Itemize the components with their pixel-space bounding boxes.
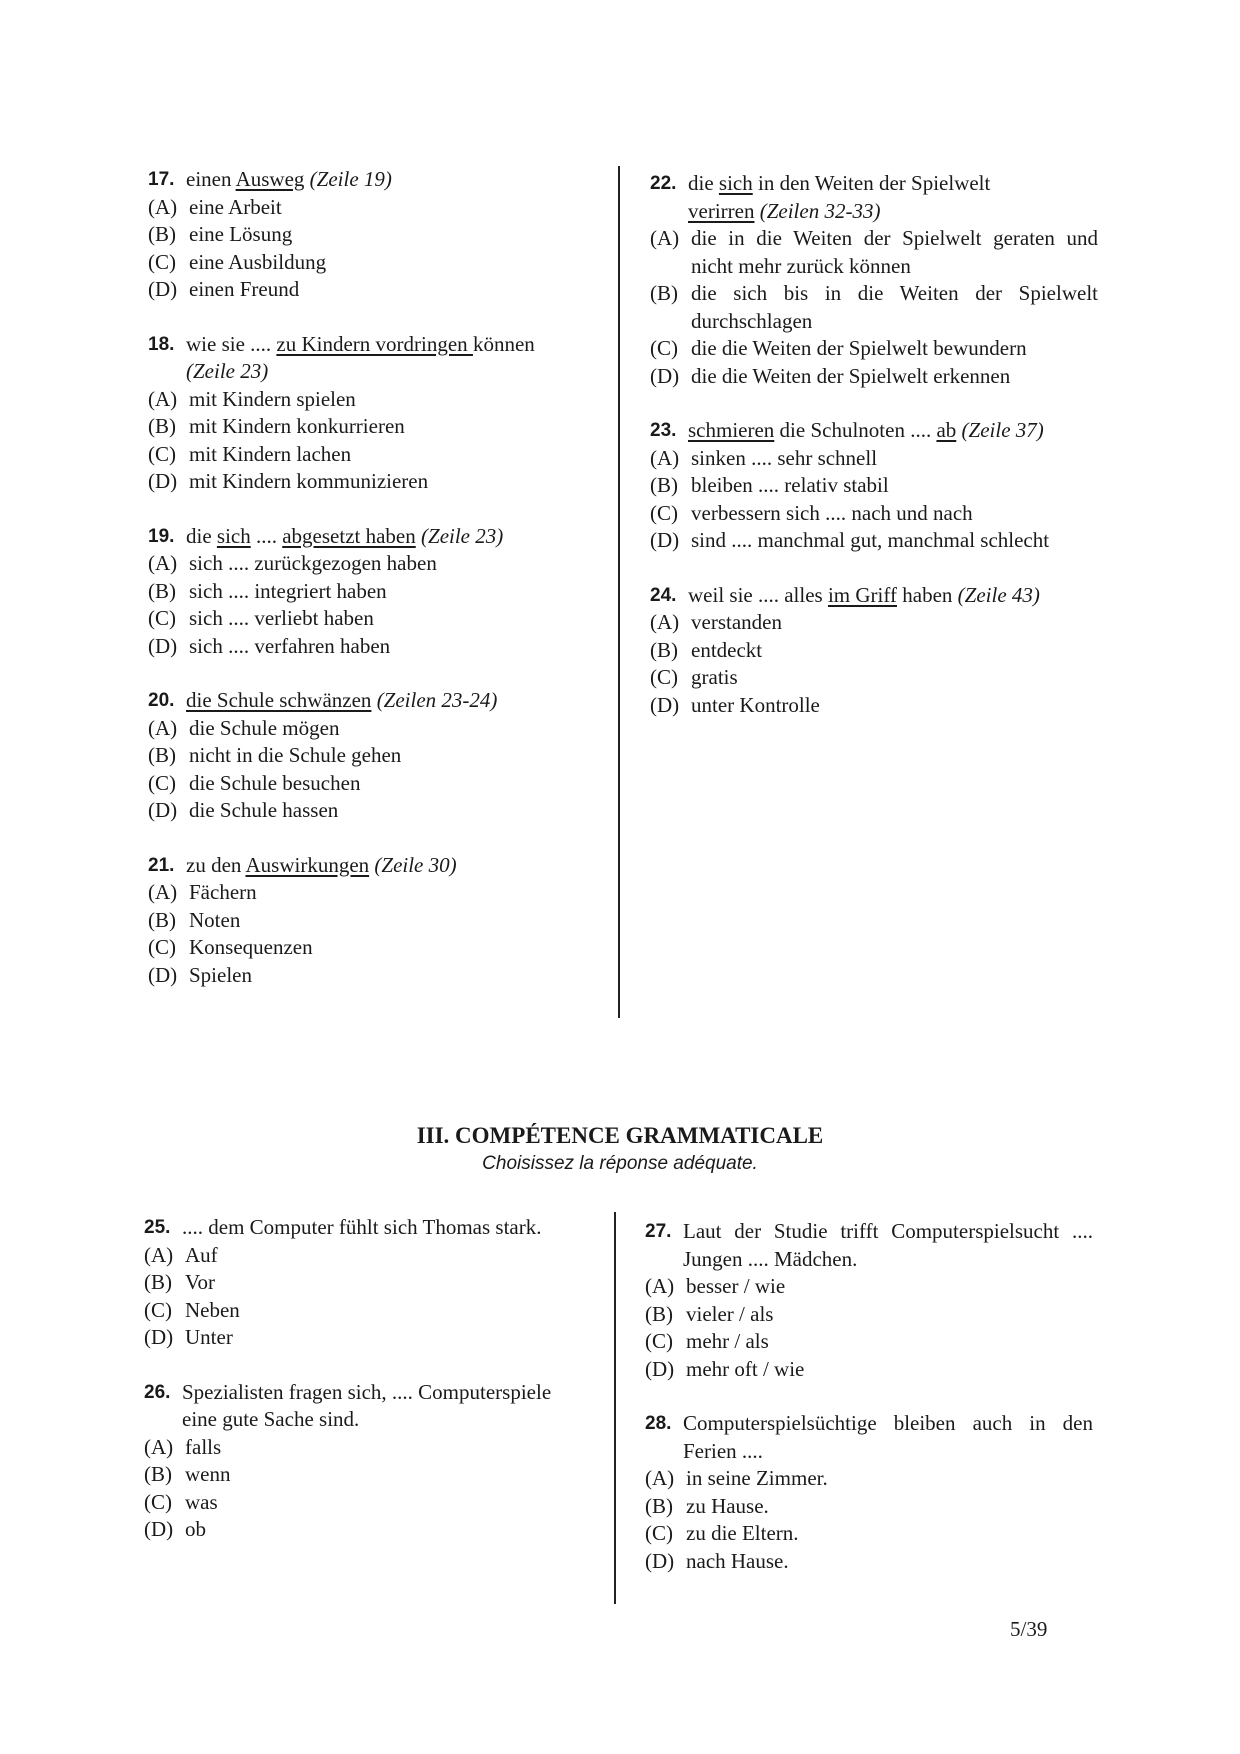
- option-c: (C) eine Ausbildung: [148, 249, 327, 274]
- option-d: (D) sich .... verfahren haben: [148, 633, 391, 658]
- option-b: (B) entdeckt: [650, 637, 763, 662]
- option-d: (D) mehr oft / wie: [645, 1356, 805, 1381]
- option-b: (B) vieler / als: [645, 1301, 774, 1326]
- question-number: 27.: [645, 1221, 672, 1242]
- option-c: (C) die Schule besuchen: [148, 770, 361, 795]
- page-number: 5/39: [1010, 1617, 1048, 1641]
- option-d: (D) ob: [144, 1517, 206, 1541]
- underlined-term: verirren: [688, 198, 755, 223]
- question-17: 17. einen Ausweg (Zeile 19) (A) eine Arbeit (B) eine Lösung (C) eine Ausbildung (D) einen Freund: [148, 166, 590, 304]
- option-b: (B) Vor: [144, 1270, 215, 1294]
- option-d: (D) nach Hause.: [645, 1548, 789, 1573]
- option-c: (C) verbessern sich .... nach und nach: [650, 500, 973, 525]
- underlined-term: abgesetzt haben: [282, 523, 416, 548]
- question-19: 19. die sich .... abgesetzt haben (Zeile 23) (A) sich .... zurückgezogen haben (B) sich .... integriert haben (C) sich .... verliebt haben (D) sich .... verfahren haben: [148, 523, 590, 661]
- underlined-term: im Griff: [827, 582, 897, 607]
- option-c: (C) zu die Eltern.: [645, 1521, 799, 1545]
- line-reference: (Zeile 19): [309, 167, 392, 191]
- question-24: 24. weil sie .... alles im Griff haben (Zeile 43) (A) verstanden (B) entdeckt (C) gratis (D) unter Kontrolle: [650, 582, 1098, 720]
- option-d: (D) die die Weiten der Spielwelt erkennen: [650, 363, 1011, 388]
- option-a: (A) falls: [144, 1434, 222, 1459]
- underlined-term: zu Kindern vordringen: [276, 331, 473, 356]
- upper-right-column: [650, 170, 1098, 746]
- section-title: III. COMPÉTENCE GRAMMATICALE: [416, 1123, 824, 1148]
- question-18: 18. wie sie .... zu Kindern vordringen können (Zeile 23) (A) mit Kindern spielen (B) mit Kindern konkurrieren (C) mit Kindern lachen (D) mit Kindern kommunizieren: [148, 331, 590, 496]
- question-27: 27. Laut der Studie trifft Computerspielsucht .... Jungen .... Mädchen. (A) besser / wie (B) vieler / als (C) mehr / als (D) mehr oft / wie: [645, 1218, 1093, 1383]
- option-a: (A) mit Kindern spielen: [148, 386, 356, 411]
- option-c: (C) gratis: [650, 665, 738, 689]
- upper-left-column: [148, 166, 590, 1016]
- underlined-term: Ausweg: [235, 167, 305, 191]
- line-reference: (Zeile 37): [961, 418, 1044, 442]
- option-b: (B) sich .... integriert haben: [148, 578, 387, 603]
- question-number: 21.: [148, 854, 175, 876]
- question-number: 17.: [148, 169, 175, 190]
- underlined-term: ab: [936, 418, 957, 442]
- option-d: (D) die Schule hassen: [148, 798, 339, 822]
- underlined-term: die Schule schwänzen: [186, 688, 372, 712]
- option-a: (A) eine Arbeit: [148, 194, 282, 219]
- question-23: 23. schmieren die Schulnoten .... ab (Zeile 37) (A) sinken .... sehr schnell (B) bleiben .... relativ stabil (C) verbessern sich .... nach und nach (D) sind .... manchmal gut, manchmal schlecht: [650, 417, 1098, 555]
- option-d: (D) mit Kindern kommunizieren: [148, 469, 429, 493]
- question-21: 21. zu den Auswirkungen (Zeile 30) (A) Fächern (B) Noten (C) Konsequenzen (D) Spielen: [148, 852, 590, 990]
- line-reference: (Zeile 43): [957, 582, 1040, 607]
- option-b: (B) Noten: [148, 907, 241, 932]
- question-26: 26. Spezialisten fragen sich, .... Computerspiele eine gute Sache sind. (A) falls (B) wenn (C) was (D) ob: [144, 1379, 590, 1544]
- question-number: 24.: [650, 584, 677, 606]
- question-number: 20.: [148, 690, 175, 711]
- underlined-term: sich: [216, 523, 251, 548]
- option-b: (B) bleiben .... relativ stabil: [650, 473, 889, 497]
- option-a: (A) besser / wie: [645, 1274, 786, 1298]
- question-25: 25. .... dem Computer fühlt sich Thomas stark. (A) Auf (B) Vor (C) Neben (D) Unter: [144, 1214, 590, 1352]
- option-b: (B) wenn: [144, 1462, 231, 1486]
- question-number: 18.: [148, 333, 175, 355]
- lower-left-column: [144, 1214, 590, 1571]
- question-number: 26.: [144, 1381, 171, 1403]
- option-a: (A) Auf: [144, 1242, 218, 1267]
- question-22: 22. die sich in den Weiten der Spielwelt verirren (Zeilen 32-33) (A) die in die Weiten der Spielwelt geraten und nicht mehr zurück können (B) die sich bis in die Weiten der Spielwelt durchschlagen (C) die die Weiten der Spielwelt bewundern (D) die die Weiten der Spielwelt erkennen: [650, 170, 1098, 390]
- option-a: (A) Fächern: [148, 880, 257, 904]
- line-reference: (Zeilen 32-33): [759, 198, 881, 223]
- option-b: (B) mit Kindern konkurrieren: [148, 414, 405, 438]
- option-d: (D) sind .... manchmal gut, manchmal schlecht: [650, 528, 1050, 552]
- question-number: 25.: [144, 1217, 171, 1238]
- option-a: (A) die Schule mögen: [148, 715, 340, 740]
- underlined-term: schmieren: [688, 418, 775, 442]
- column-divider: [614, 1212, 616, 1604]
- option-a: (A) verstanden: [650, 610, 782, 634]
- question-number: 23.: [650, 420, 677, 441]
- underlined-term: sich: [718, 171, 753, 195]
- option-b: (B) eine Lösung: [148, 222, 293, 246]
- option-b: (B) nicht in die Schule gehen: [148, 743, 402, 767]
- option-c: (C) was: [144, 1489, 218, 1514]
- option-d: (D) Unter: [144, 1325, 233, 1349]
- option-c: (C) mit Kindern lachen: [148, 441, 352, 466]
- option-c: (C) sich .... verliebt haben: [148, 606, 374, 630]
- column-divider: [618, 166, 620, 1018]
- underlined-term: Auswirkungen: [245, 852, 370, 877]
- question-number: 22.: [650, 173, 677, 194]
- line-reference: (Zeile 23): [421, 523, 504, 548]
- option-a: (A) sich .... zurückgezogen haben: [148, 551, 437, 575]
- option-a: (A) in seine Zimmer.: [645, 1466, 828, 1490]
- question-number: 28.: [645, 1413, 672, 1434]
- option-b: (B) die sich bis in die Weiten der Spielwelt durchschlagen: [650, 281, 1098, 333]
- question-20: [148, 687, 590, 825]
- option-a: (A) sinken .... sehr schnell: [650, 445, 878, 470]
- line-reference: (Zeile 23): [186, 359, 269, 383]
- line-reference: (Zeile 30): [374, 852, 457, 877]
- option-c: (C) die die Weiten der Spielwelt bewundern: [650, 336, 1027, 360]
- option-b: (B) zu Hause.: [645, 1493, 769, 1518]
- lower-right-column: [645, 1218, 1093, 1602]
- question-number: 19.: [148, 525, 175, 547]
- option-d: (D) einen Freund: [148, 277, 300, 301]
- option-c: (C) mehr / als: [645, 1329, 769, 1353]
- option-d: (D) unter Kontrolle: [650, 692, 820, 717]
- line-reference: (Zeilen 23-24): [376, 688, 498, 712]
- option-d: (D) Spielen: [148, 962, 252, 987]
- option-c: (C) Konsequenzen: [148, 935, 313, 959]
- section-subtitle: Choisissez la réponse adéquate.: [482, 1153, 758, 1174]
- option-a: (A) die in die Weiten der Spielwelt geraten und nicht mehr zurück können: [650, 226, 1098, 278]
- option-c: (C) Neben: [144, 1297, 240, 1322]
- question-28: 28. Computerspielsüchtige bleiben auch in den Ferien .... (A) in seine Zimmer. (B) zu Hause. (C) zu die Eltern. (D) nach Hause.: [645, 1410, 1093, 1575]
